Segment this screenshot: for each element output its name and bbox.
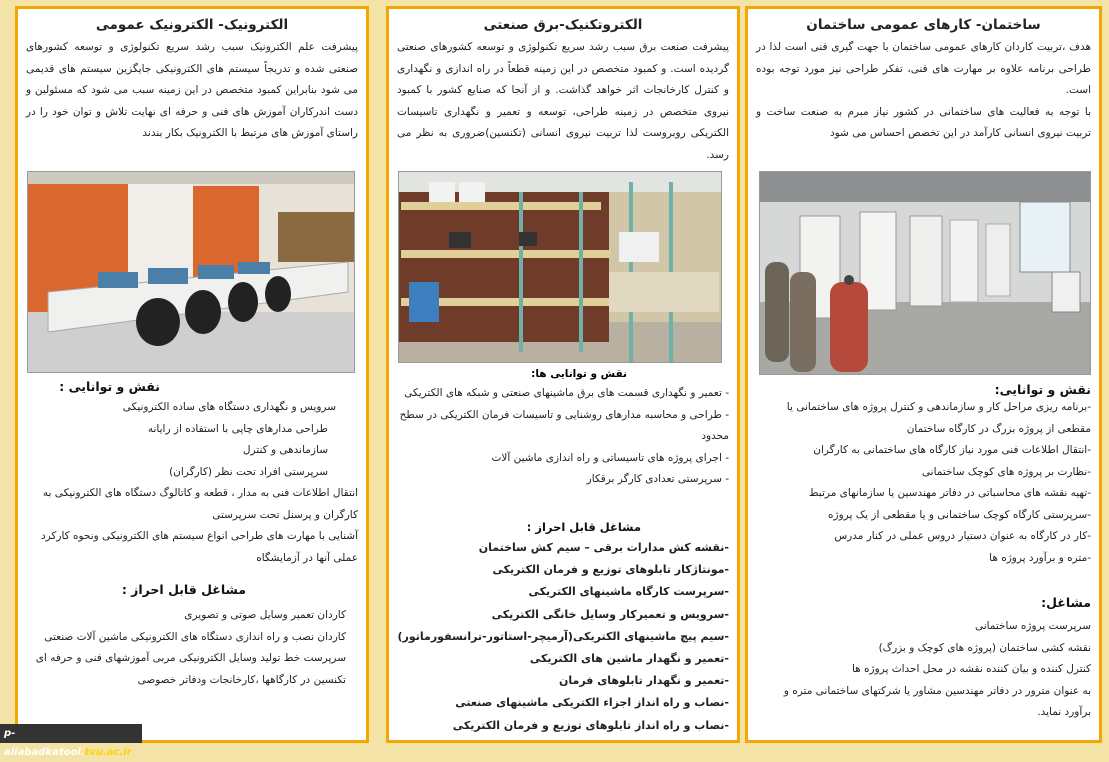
watermark-prefix: p-aliabadkatool. xyxy=(4,728,85,758)
skills-section xyxy=(389,365,737,491)
jobs-heading: مشاغل قابل احراز : xyxy=(121,582,246,597)
jobs-heading: مشاغل: xyxy=(1041,595,1091,610)
list-item: -سرپرست کارگاه ماشینهای الکتریکی xyxy=(528,585,729,599)
intro-text: پیشرفت صنعت برق سبب رشد سریع تکنولوژی و توسعه کشورهای صنعتی گردیده است. و کمبود متخصص در این زمینه قطعاً در راه اندازی و نگهداری و کنترل کارخانجات اثر خواهد گذاشت. و از آنجا که صنایع کشور با کمبود نیروی متخصص در زمینه طراحی، توسعه و تعمیر و نگهداری تاسیسات الکتریکی روبروست لذا تربیت نیروی انسانی (تکنسین)ضروری به نظر می رسد. xyxy=(397,41,729,161)
list-item: - اجرای پروژه های تاسیساتی و راه اندازی ماشین آلات xyxy=(491,451,729,464)
watermark-domain: tvu.ac.ir xyxy=(84,747,132,758)
list-item: -برنامه ریزی مراحل کار و سازماندهی و کنترل پروژه های ساختمانی یا مقطعی از پروژه بزرگ در کارگاه ساختمان xyxy=(786,401,1091,435)
list-item: -نصاب و راه انداز اجزاء الکتریکی ماشینهای صنعتی xyxy=(455,696,729,710)
list-item: کاردان نصب و راه اندازی دستگاه های الکترونیکی ماشین آلات صنعتی xyxy=(44,630,346,643)
list-item: -سیم پیچ ماشینهای الکتریکی(آرمیچر-استاتور-ترانسفورماتور) xyxy=(397,629,729,643)
intro-text: پیشرفت علم الکترونیک سبب رشد سریع تکنولوژی و توسعه کشورهای صنعتی شده و تدریجاً سیستم های الکترونیکی جایگزین سیستم های قدیمی می شود بنابراین کمبود متخصص در این زمینه سبب می شود که مسئولین و دست اندرکاران آموزش های فنی و حرفه ای نهایت تلاش و توان خود را در راستای آموزش های مرتبط با الکترونیک بکار بندند xyxy=(26,41,358,139)
panel-electronics xyxy=(15,6,369,743)
electronics-lab-photo xyxy=(27,171,355,373)
list-item: - تعمیر و نگهداری قسمت های برق ماشینهای صنعتی و شبکه های الکتریکی xyxy=(404,387,729,399)
workshop-photo xyxy=(759,171,1091,375)
lab-photo xyxy=(398,171,722,363)
jobs-section xyxy=(389,517,737,737)
list-item: -تعمیر و نگهدار ماشین های الکتریکی xyxy=(529,652,729,666)
list-item: -مونتاژکار تابلوهای توزیع و فرمان الکتریکی xyxy=(492,563,729,577)
skills-heading: نقش و توانایی ها: xyxy=(531,368,627,380)
list-item: -نظارت بر پروژه های کوچک ساختمانی xyxy=(921,465,1091,478)
list-item: نقشه کشی ساختمان (پروژه های کوچک و بزرگ) xyxy=(878,641,1091,654)
intro-text-2: با توجه به فعالیت های ساختمانی در کشور نیاز مبرم به صنعت ساخت و تربیت نیروی انسانی کارآمد در این تخصص احساس می شود xyxy=(756,105,1091,139)
list-item: -انتقال اطلاعات فنی مورد نیاز کارگاه های ساختمانی به کارگران xyxy=(813,444,1091,456)
panel-construction xyxy=(745,6,1102,743)
list-item: سرپرست خط تولید وسایل الکترونیکی مربی آموزشهای فنی و حرفه ای تکنسین در کارگاهها ،کارخانجات ودفاتر خصوصی xyxy=(35,652,346,686)
list-item: -تعمیر و نگهدار تابلوهای فرمان xyxy=(558,674,729,688)
list-item: آشنایی با مهارت های طراحی انواع سیستم های الکترونیکی ونحوه کارکرد عملی آنها در آزمایشگاه xyxy=(40,530,358,564)
list-item: - طراحی و محاسبه مدارهای روشنایی و تاسیسات فرمان الکتریکی در سطح محدود xyxy=(399,408,729,442)
list-item: کنترل کننده و بیان کننده نقشه در محل احداث پروژه ها xyxy=(851,663,1091,675)
panel-title: الکتروتکنیک-برق صنعتی xyxy=(483,17,643,33)
skills-section xyxy=(748,382,1099,569)
list-item: - سرپرستی تعدادی کارگر برقکار xyxy=(586,473,729,485)
skills-list xyxy=(389,383,737,491)
list-item: -سرپرستی کارگاه کوچک ساختمانی و یا مقطعی از یک پروژه xyxy=(828,508,1091,521)
list-item: -سرویس و تعمیرکار وسایل خانگی الکتریکی xyxy=(491,607,729,621)
jobs-list xyxy=(18,605,366,691)
panel-title: ساختمان- کارهای عمومی ساختمان xyxy=(806,17,1041,33)
skills-section xyxy=(18,377,366,569)
skills-heading: نقش و توانایی: xyxy=(994,382,1091,397)
panel-electrotechnics xyxy=(386,6,740,743)
jobs-list xyxy=(389,537,737,737)
list-item: -متره و برآورد پروژه ها xyxy=(989,551,1091,564)
jobs-section xyxy=(748,595,1099,724)
list-item: سرویس و نگهداری دستگاه های ساده الکترونیکی xyxy=(122,401,336,413)
jobs-list xyxy=(748,616,1099,724)
list-item: سازماندهی و کنترل xyxy=(242,444,328,456)
list-item: -تهیه نقشه های محاسباتی در دفاتر مهندسین یا سازمانهای مرتبط xyxy=(808,487,1091,499)
list-item: -کار در کارگاه به عنوان دستیار دروس عملی در کنار مدرس xyxy=(834,530,1091,542)
panel-title: الکترونیک- الکترونیک عمومی xyxy=(95,17,289,33)
skills-list xyxy=(18,397,366,569)
list-item: کاردان تعمیر وسایل صوتی و تصویری xyxy=(184,609,346,621)
list-item: به عنوان مترور در دفاتر مهندسین مشاور یا شرکتهای ساختمانی متره و برآورد نماید. xyxy=(783,684,1091,718)
list-item: انتقال اطلاعات فنی به مدار ، قطعه و کاتالوگ دستگاه های الکترونیکی به کارگران و پرسنل تحت سرپرستی xyxy=(42,487,358,521)
list-item: -نصاب و راه انداز تابلوهای توزیع و فرمان الکتریکی xyxy=(452,718,729,732)
list-item: -نقشه کش مدارات برقی – سیم کش ساختمان xyxy=(478,541,729,554)
jobs-section xyxy=(18,579,366,691)
list-item: سرپرستی افراد تحت نظر (کارگران) xyxy=(169,465,328,478)
list-item: طراحی مدارهای چاپی با استفاده از رایانه xyxy=(147,422,328,435)
jobs-heading: مشاغل قابل احراز : xyxy=(526,520,641,534)
skills-list xyxy=(748,397,1099,569)
skills-heading: نقش و توانایی : xyxy=(59,379,160,394)
list-item: سرپرست پروژه ساختمانی xyxy=(974,620,1091,632)
intro-text: هدف ،تربیت کاردان کارهای عمومی ساختمان با جهت گیری فنی است لذا در طراحی برنامه علاوه بر مهارت های فنی، تفکر طراحی نیز مورد توجه بوده است. xyxy=(756,41,1091,96)
site-watermark xyxy=(0,724,142,758)
